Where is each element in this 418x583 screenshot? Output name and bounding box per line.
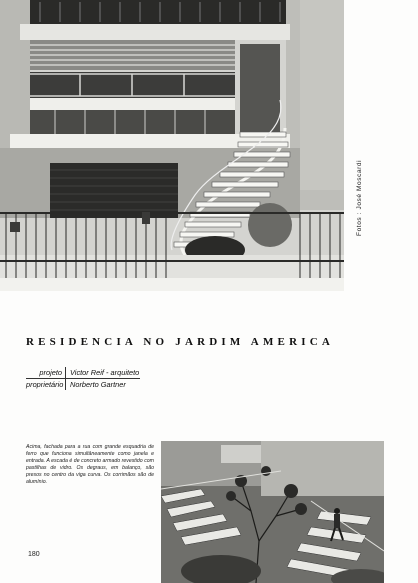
credit-separator — [65, 367, 66, 378]
facade-photo — [0, 0, 344, 291]
photo-caption: Acima, fachada para a rua com grande esquadria de ferro que funciona simultâneamente como janela e entrada. A escada é de concreto armado revestido com pastilhas de vidro. Os degraus, em balanço, são presos no centro da viga curva. Os corrimãos são de alumínio. — [26, 444, 154, 486]
photo-credit: Fotos : José Moscardi — [356, 159, 363, 236]
credit-row-owner — [26, 378, 139, 390]
page-number: 180 — [28, 551, 40, 558]
credit-separator — [65, 379, 66, 390]
credits-table — [26, 366, 139, 390]
credit-role: proprietário — [26, 379, 64, 389]
credit-name: Norberto Gartner — [70, 379, 126, 389]
article-title: RESIDENCIA NO JARDIM AMERICA — [26, 336, 334, 348]
credit-row-project — [26, 366, 139, 378]
credit-name: Victor Reif - arquiteto — [70, 367, 140, 377]
stair-detail-photo — [161, 441, 384, 583]
credit-role: projeto — [39, 367, 62, 377]
